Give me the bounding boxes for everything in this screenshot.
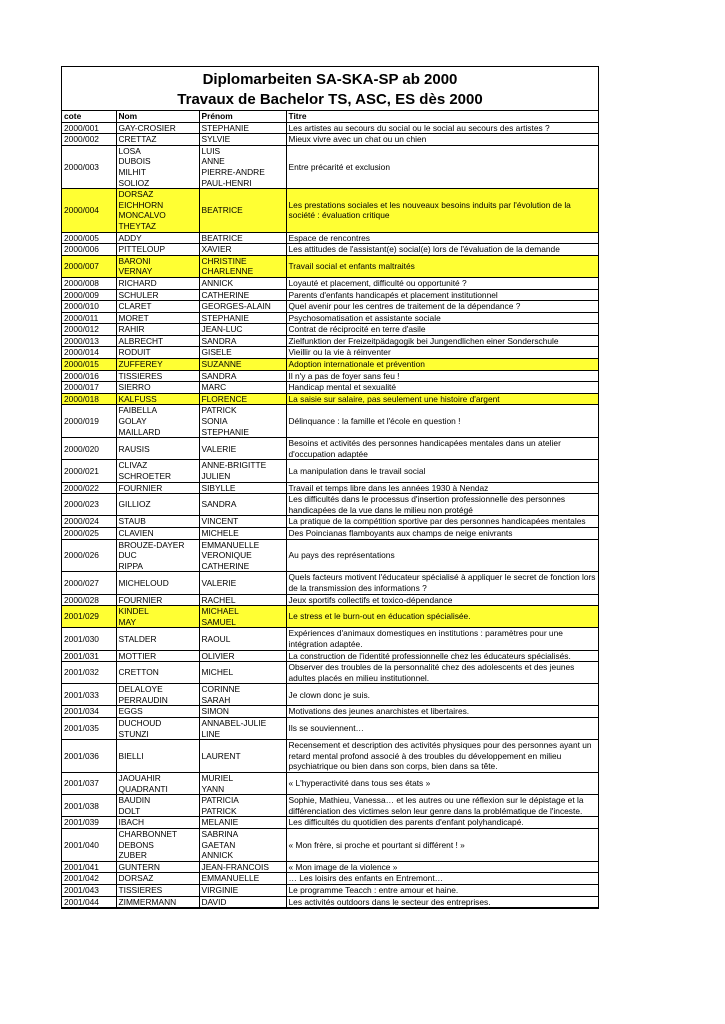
table-row: [62, 370, 598, 382]
cell-titre: La saisie sur salaire, pas seulement une histoire d'argent: [286, 393, 598, 405]
cell-prenom: JEAN-FRANCOIS: [199, 861, 286, 873]
cell-titre: « L'hyperactivité dans tous ses états »: [286, 773, 598, 795]
cell-titre: Au pays des représentations: [286, 539, 598, 572]
title-block: [62, 67, 598, 111]
cell-nom: RICHARD: [116, 277, 199, 289]
table-row: [62, 650, 598, 662]
table-row: [62, 662, 598, 684]
cell-titre: Ils se souviennent…: [286, 718, 598, 740]
cell-prenom: BEATRICE: [199, 189, 286, 232]
cell-cote: 2000/010: [62, 301, 116, 313]
cell-prenom: JEAN-LUC: [199, 324, 286, 336]
cell-titre: Je clown donc je suis.: [286, 684, 598, 706]
cell-titre: Les difficultés du quotidien des parents d'enfant polyhandicapé.: [286, 817, 598, 829]
table-row: [62, 873, 598, 885]
cell-prenom: ANNABEL-JULIE LINE: [199, 718, 286, 740]
cell-titre: Entre précarité et exclusion: [286, 145, 598, 188]
cell-prenom: GISELE: [199, 347, 286, 359]
cell-cote: 2001/029: [62, 606, 116, 628]
cell-cote: 2001/039: [62, 817, 116, 829]
cell-nom: ZUFFEREY: [116, 359, 199, 371]
cell-cote: 2001/031: [62, 650, 116, 662]
header-nom: Nom: [116, 111, 199, 122]
cell-nom: MOTTIER: [116, 650, 199, 662]
table-row: [62, 482, 598, 494]
cell-titre: Jeux sportifs collectifs et toxico-dépendance: [286, 594, 598, 606]
cell-cote: 2000/001: [62, 122, 116, 134]
cell-nom: KINDEL MAY: [116, 606, 199, 628]
cell-titre: Zielfunktion der Freizeitpädagogik bei Jungendlichen einer Sonderschule: [286, 335, 598, 347]
cell-cote: 2001/032: [62, 662, 116, 684]
cell-cote: 2000/003: [62, 145, 116, 188]
cell-prenom: SANDRA: [199, 494, 286, 516]
cell-titre: Délinquance : la famille et l'école en question !: [286, 405, 598, 438]
cell-cote: 2001/034: [62, 706, 116, 718]
cell-titre: Mieux vivre avec un chat ou un chien: [286, 134, 598, 146]
cell-prenom: MELANIE: [199, 817, 286, 829]
cell-cote: 2001/033: [62, 684, 116, 706]
cell-titre: Besoins et activités des personnes handicapées mentales dans un atelier d'occupation adaptée: [286, 438, 598, 460]
cell-cote: 2001/037: [62, 773, 116, 795]
cell-prenom: PATRICK SONIA STEPHANIE: [199, 405, 286, 438]
cell-cote: 2000/006: [62, 244, 116, 256]
cell-cote: 2000/013: [62, 335, 116, 347]
table-row: [62, 718, 598, 740]
cell-prenom: SUZANNE: [199, 359, 286, 371]
table-row: [62, 516, 598, 528]
cell-titre: Travail et temps libre dans les années 1930 à Nendaz: [286, 482, 598, 494]
cell-nom: FOURNIER: [116, 482, 199, 494]
cell-prenom: VALERIE: [199, 572, 286, 594]
cell-nom: MORET: [116, 312, 199, 324]
cell-cote: 2001/041: [62, 861, 116, 873]
cell-prenom: VINCENT: [199, 516, 286, 528]
table-row: [62, 606, 598, 628]
cell-titre: Des Poincianas flamboyants aux champs de neige enivrants: [286, 527, 598, 539]
cell-titre: Adoption internationale et prévention: [286, 359, 598, 371]
cell-nom: TISSIERES: [116, 370, 199, 382]
cell-prenom: ANNICK: [199, 277, 286, 289]
cell-nom: CLAVIEN: [116, 527, 199, 539]
cell-nom: IBACH: [116, 817, 199, 829]
cell-titre: La manipulation dans le travail social: [286, 460, 598, 482]
cell-nom: JAOUAHIR QUADRANTI: [116, 773, 199, 795]
cell-nom: BIELLI: [116, 740, 199, 773]
cell-prenom: STEPHANIE: [199, 312, 286, 324]
cell-cote: 2000/023: [62, 494, 116, 516]
table-row: [62, 244, 598, 256]
table-row: [62, 122, 598, 134]
cell-titre: Contrat de réciprocité en terre d'asile: [286, 324, 598, 336]
cell-titre: Les activités outdoors dans le secteur des entreprises.: [286, 896, 598, 908]
table-row: [62, 324, 598, 336]
cell-cote: 2000/004: [62, 189, 116, 232]
cell-cote: 2000/027: [62, 572, 116, 594]
table-row: [62, 884, 598, 896]
document-sheet: [61, 66, 599, 909]
cell-nom: ALBRECHT: [116, 335, 199, 347]
cell-titre: Le stress et le burn-out en éducation spécialisée.: [286, 606, 598, 628]
table-row: [62, 706, 598, 718]
cell-titre: Parents d'enfants handicapés et placement institutionnel: [286, 289, 598, 301]
cell-cote: 2000/012: [62, 324, 116, 336]
cell-nom: BAUDIN DOLT: [116, 795, 199, 817]
cell-nom: CRETTON: [116, 662, 199, 684]
table-row: [62, 829, 598, 862]
theses-table: [62, 111, 598, 908]
cell-titre: Il n'y a pas de foyer sans feu !: [286, 370, 598, 382]
cell-titre: Le programme Teacch : entre amour et haine.: [286, 884, 598, 896]
table-row: [62, 301, 598, 313]
header-titre: Titre: [286, 111, 598, 122]
cell-nom: BARONI VERNAY: [116, 255, 199, 277]
cell-nom: STALDER: [116, 628, 199, 650]
cell-titre: Recensement et description des activités physiques pour des personnes ayant un retard mental profond associé à des troubles du développement en milieu psychiatrique ou bien dans son corps, bien dans sa tête.: [286, 740, 598, 773]
cell-nom: KALFUSS: [116, 393, 199, 405]
cell-cote: 2000/020: [62, 438, 116, 460]
table-row: [62, 277, 598, 289]
cell-nom: FAIBELLA GOLAY MAILLARD: [116, 405, 199, 438]
cell-nom: RODUIT: [116, 347, 199, 359]
cell-prenom: SYLVIE: [199, 134, 286, 146]
cell-nom: SCHULER: [116, 289, 199, 301]
cell-prenom: CORINNE SARAH: [199, 684, 286, 706]
cell-cote: 2000/017: [62, 382, 116, 394]
cell-cote: 2001/030: [62, 628, 116, 650]
cell-cote: 2001/036: [62, 740, 116, 773]
cell-prenom: MICHEL: [199, 662, 286, 684]
cell-titre: Quels facteurs motivent l'éducateur spécialisé à appliquer le secret de fonction lors de la transmission des informations ?: [286, 572, 598, 594]
page-subtitle: Travaux de Bachelor TS, ASC, ES dès 2000: [177, 91, 483, 108]
cell-nom: EGGS: [116, 706, 199, 718]
cell-prenom: CATHERINE: [199, 289, 286, 301]
cell-cote: 2001/042: [62, 873, 116, 885]
cell-cote: 2000/028: [62, 594, 116, 606]
cell-nom: ADDY: [116, 232, 199, 244]
cell-nom: GILLIOZ: [116, 494, 199, 516]
cell-titre: Les difficultés dans le processus d'insertion professionnelle des personnes handicapées de la vue dans le milieu non protégé: [286, 494, 598, 516]
cell-cote: 2000/025: [62, 527, 116, 539]
cell-prenom: ANNE-BRIGITTE JULIEN: [199, 460, 286, 482]
table-row: [62, 255, 598, 277]
cell-nom: MICHELOUD: [116, 572, 199, 594]
cell-prenom: VALERIE: [199, 438, 286, 460]
table-row: [62, 335, 598, 347]
cell-prenom: BEATRICE: [199, 232, 286, 244]
cell-cote: 2001/038: [62, 795, 116, 817]
cell-nom: BROUZE-DAYER DUC RIPPA: [116, 539, 199, 572]
cell-cote: 2000/015: [62, 359, 116, 371]
cell-titre: Vieillir ou la vie à réinventer: [286, 347, 598, 359]
cell-prenom: DAVID: [199, 896, 286, 908]
cell-prenom: MARC: [199, 382, 286, 394]
table-row: [62, 896, 598, 908]
cell-prenom: EMMANUELLE: [199, 873, 286, 885]
cell-cote: 2000/014: [62, 347, 116, 359]
cell-cote: 2001/035: [62, 718, 116, 740]
cell-prenom: MICHELE: [199, 527, 286, 539]
table-row: [62, 312, 598, 324]
cell-cote: 2000/011: [62, 312, 116, 324]
cell-titre: Observer des troubles de la personnalité chez des adolescents et des jeunes adultes placés en milieu institutionnel.: [286, 662, 598, 684]
table-row: [62, 438, 598, 460]
cell-cote: 2000/002: [62, 134, 116, 146]
cell-titre: Quel avenir pour les centres de traitement de la dépendance ?: [286, 301, 598, 313]
header-row: [62, 111, 598, 122]
cell-cote: 2000/024: [62, 516, 116, 528]
cell-nom: GUNTERN: [116, 861, 199, 873]
table-row: [62, 189, 598, 232]
cell-cote: 2000/019: [62, 405, 116, 438]
cell-titre: Les attitudes de l'assistant(e) social(e) lors de l'évaluation de la demande: [286, 244, 598, 256]
cell-nom: LOSA DUBOIS MILHIT SOLIOZ: [116, 145, 199, 188]
header-cote: cote: [62, 111, 116, 122]
cell-titre: … Les loisirs des enfants en Entremont…: [286, 873, 598, 885]
cell-titre: Handicap mental et sexualité: [286, 382, 598, 394]
table-row: [62, 382, 598, 394]
table-row: [62, 594, 598, 606]
cell-cote: 2001/043: [62, 884, 116, 896]
cell-prenom: EMMANUELLE VERONIQUE CATHERINE: [199, 539, 286, 572]
cell-titre: Les prestations sociales et les nouveaux besoins induits par l'évolution de la société : évaluation critique: [286, 189, 598, 232]
cell-cote: 2000/008: [62, 277, 116, 289]
cell-nom: STAUB: [116, 516, 199, 528]
cell-titre: « Mon image de la violence »: [286, 861, 598, 873]
table-row: [62, 393, 598, 405]
cell-cote: 2000/021: [62, 460, 116, 482]
cell-titre: Loyauté et placement, difficulté ou opportunité ?: [286, 277, 598, 289]
cell-nom: CRETTAZ: [116, 134, 199, 146]
table-row: [62, 347, 598, 359]
table-row: [62, 773, 598, 795]
cell-titre: Psychosomatisation et assistante sociale: [286, 312, 598, 324]
table-body: [62, 122, 598, 908]
cell-cote: 2000/007: [62, 255, 116, 277]
cell-prenom: SIBYLLE: [199, 482, 286, 494]
cell-prenom: SANDRA: [199, 335, 286, 347]
cell-prenom: FLORENCE: [199, 393, 286, 405]
cell-nom: TISSIERES: [116, 884, 199, 896]
table-row: [62, 289, 598, 301]
cell-nom: PITTELOUP: [116, 244, 199, 256]
cell-nom: CHARBONNET DEBONS ZUBER: [116, 829, 199, 862]
cell-cote: 2000/009: [62, 289, 116, 301]
cell-prenom: PATRICIA PATRICK: [199, 795, 286, 817]
cell-titre: La pratique de la compétition sportive par des personnes handicapées mentales: [286, 516, 598, 528]
cell-nom: CLARET: [116, 301, 199, 313]
table-row: [62, 795, 598, 817]
table-row: [62, 572, 598, 594]
table-row: [62, 145, 598, 188]
cell-prenom: SABRINA GAETAN ANNICK: [199, 829, 286, 862]
cell-cote: 2000/016: [62, 370, 116, 382]
table-row: [62, 232, 598, 244]
table-row: [62, 539, 598, 572]
cell-nom: DUCHOUD STUNZI: [116, 718, 199, 740]
cell-titre: Espace de rencontres: [286, 232, 598, 244]
table-row: [62, 494, 598, 516]
cell-prenom: VIRGINIE: [199, 884, 286, 896]
cell-titre: « Mon frère, si proche et pourtant si différent ! »: [286, 829, 598, 862]
table-row: [62, 359, 598, 371]
table-row: [62, 817, 598, 829]
cell-prenom: CHRISTINE CHARLENNE: [199, 255, 286, 277]
cell-titre: La construction de l'identité professionnelle chez les éducateurs spécialisés.: [286, 650, 598, 662]
table-row: [62, 405, 598, 438]
cell-cote: 2001/044: [62, 896, 116, 908]
cell-prenom: LUIS ANNE PIERRE-ANDRE PAUL-HENRI: [199, 145, 286, 188]
cell-prenom: RAOUL: [199, 628, 286, 650]
cell-cote: 2000/005: [62, 232, 116, 244]
cell-nom: DORSAZ EICHHORN MONCALVO THEYTAZ: [116, 189, 199, 232]
table-row: [62, 628, 598, 650]
cell-prenom: SANDRA: [199, 370, 286, 382]
cell-nom: DORSAZ: [116, 873, 199, 885]
cell-cote: 2001/040: [62, 829, 116, 862]
page-title: Diplomarbeiten SA-SKA-SP ab 2000: [202, 71, 458, 88]
cell-nom: RAUSIS: [116, 438, 199, 460]
cell-prenom: SIMON: [199, 706, 286, 718]
cell-prenom: OLIVIER: [199, 650, 286, 662]
cell-nom: GAY-CROSIER: [116, 122, 199, 134]
cell-nom: RAHIR: [116, 324, 199, 336]
table-row: [62, 861, 598, 873]
cell-titre: Motivations des jeunes anarchistes et libertaires.: [286, 706, 598, 718]
cell-prenom: LAURENT: [199, 740, 286, 773]
cell-nom: DELALOYE PERRAUDIN: [116, 684, 199, 706]
cell-prenom: XAVIER: [199, 244, 286, 256]
cell-cote: 2000/022: [62, 482, 116, 494]
cell-cote: 2000/018: [62, 393, 116, 405]
cell-nom: FOURNIER: [116, 594, 199, 606]
cell-nom: CLIVAZ SCHROETER: [116, 460, 199, 482]
cell-prenom: STEPHANIE: [199, 122, 286, 134]
cell-titre: Les artistes au secours du social ou le social au secours des artistes ?: [286, 122, 598, 134]
cell-cote: 2000/026: [62, 539, 116, 572]
cell-titre: Travail social et enfants maltraités: [286, 255, 598, 277]
cell-nom: SIERRO: [116, 382, 199, 394]
table-row: [62, 460, 598, 482]
table-row: [62, 527, 598, 539]
cell-nom: ZIMMERMANN: [116, 896, 199, 908]
table-row: [62, 134, 598, 146]
table-row: [62, 684, 598, 706]
cell-prenom: MURIEL YANN: [199, 773, 286, 795]
cell-titre: Sophie, Mathieu, Vanessa… et les autres ou une réflexion sur le dépistage et la différenciation des victimes selon leur genre dans la problématique de l'inceste.: [286, 795, 598, 817]
cell-titre: Expériences d'animaux domestiques en institutions : paramètres pour une intégration adaptée.: [286, 628, 598, 650]
cell-prenom: MICHAEL SAMUEL: [199, 606, 286, 628]
cell-prenom: GEORGES-ALAIN: [199, 301, 286, 313]
header-prenom: Prénom: [199, 111, 286, 122]
table-row: [62, 740, 598, 773]
cell-prenom: RACHEL: [199, 594, 286, 606]
